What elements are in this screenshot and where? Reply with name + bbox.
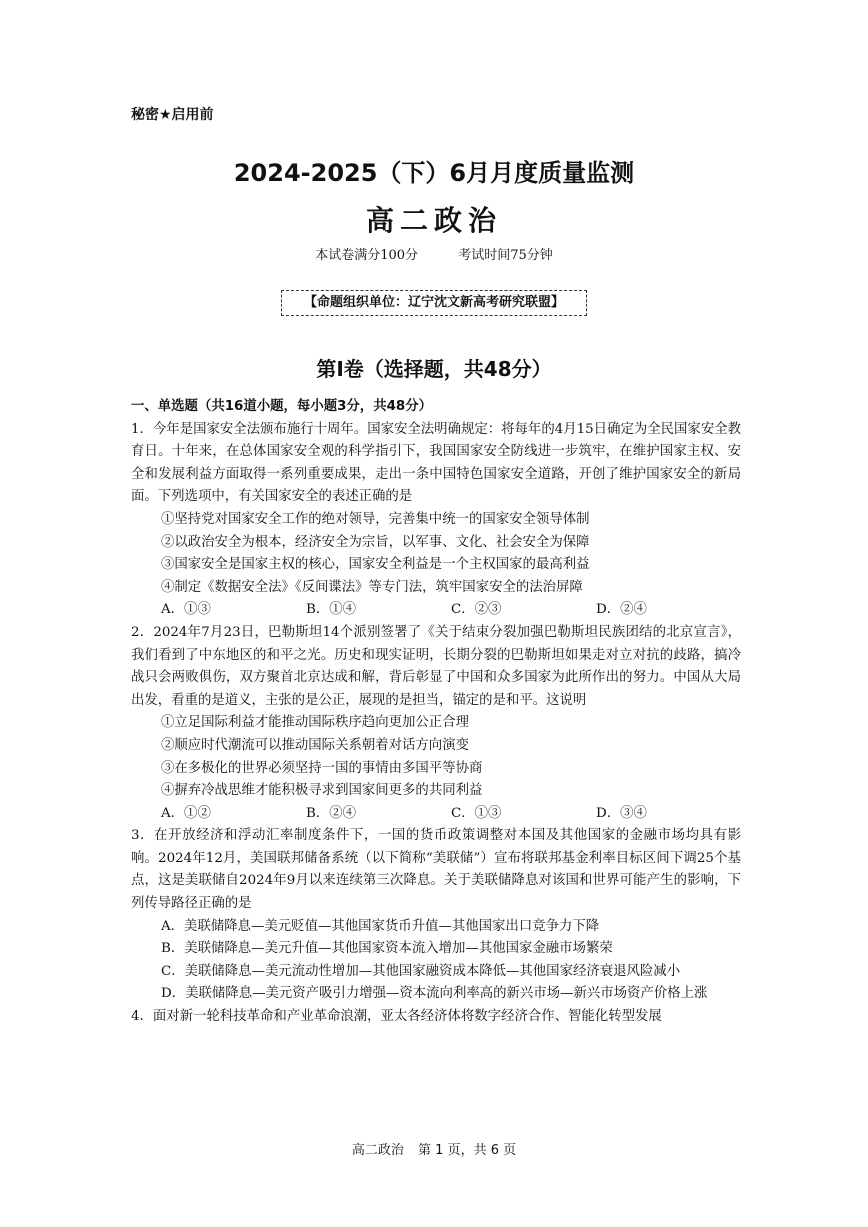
page-footer	[0, 1139, 868, 1158]
question-3-choice-d: D．美联储降息—美元资产吸引力增强—资本流向利率高的新兴市场—新兴市场资产价格上涨	[161, 986, 708, 1002]
question-4-stem: 4．面对新一轮科技革命和产业革命浪潮，亚太各经济体将数字经济合作、智能化转型发展	[131, 1009, 662, 1025]
subject-title: 高二政治	[365, 204, 502, 237]
question-1-item-1: ①坚持党对国家安全工作的绝对领导，完善集中统一的国家安全领导体制	[161, 511, 590, 527]
question-2-item-2: ②顺应时代潮流可以推动国际关系朝着对话方向演变	[161, 737, 469, 753]
question-1-choices	[131, 599, 741, 622]
choice-c: C．①③	[451, 805, 502, 821]
question-body	[131, 396, 741, 1029]
question-3-stem: 3．在开放经济和浮动汇率制度条件下，一国的货币政策调整对本国及其他国家的金融市场均具有影响。2024年12月，美国联邦储备系统（以下简称“美联储”）宣布将联邦基金利率目标区间下调25个基点，这是美联储自2024年9月以来连续第三次降息。关于美联储降息对该国和世界可能产生的影响，下列传导路径正确的是	[131, 828, 741, 912]
choice-b: B．①④	[306, 602, 357, 618]
question-3-choice-b: B．美联储降息—美元升值—其他国家资本流入增加—其他国家金融市场繁荣	[161, 941, 613, 957]
footer-subject: 高二政治	[351, 1143, 404, 1158]
exam-time: 考试时间75分钟	[458, 248, 553, 263]
choice-a: A．①②	[161, 805, 211, 821]
question-2-choices	[131, 803, 741, 826]
choice-d: D．③④	[596, 805, 647, 821]
question-3-choice-c: C．美联储降息—美元流动性增加—其他国家融资成本降低—其他国家经济衰退风险减小	[161, 963, 681, 979]
question-1-stem: 1．今年是国家安全法颁布施行十周年。国家安全法明确规定：将每年的4月15日确定为全民国家安全教育日。十年来，在总体国家安全观的科学指引下，我国国家安全防线进一步筑牢，在维护国家主权、安全和发展利益方面取得一系列重要成果，走出一条中国特色国家安全道路，开创了维护国家安全的新局面。下列选项中，有关国家安全的表述正确的是	[131, 421, 741, 505]
question-2-item-4: ④摒弃冷战思维才能积极寻求到国家间更多的共同利益	[161, 783, 483, 799]
question-1-item-4: ④制定《数据安全法》《反间谍法》等专门法，筑牢国家安全的法治屏障	[161, 579, 583, 595]
confidential-mark: 秘密★启用前	[131, 107, 214, 123]
question-2-stem: 2．2024年7月23日，巴勒斯坦14个派别签署了《关于结束分裂加强巴勒斯坦民族团结的北京宣言》，我们看到了中东地区的和平之光。历史和现实证明，长期分裂的巴勒斯坦如果走对立对抗的歧路，搞冷战只会两败俱伤，双方聚首北京达成和解，背后彰显了中国和众多国家为此所作出的努力。中国从大局出发，看重的是道义，主张的是公正，展现的是担当，锚定的是和平。这说明	[131, 624, 741, 708]
choice-d: D．②④	[596, 602, 647, 618]
question-1-item-2: ②以政治安全为根本，经济安全为宗旨，以军事、文化、社会安全为保障	[161, 534, 590, 550]
page-number: 第 1 页，共 6 页	[418, 1143, 517, 1158]
choice-b: B．②④	[306, 805, 357, 821]
choice-a: A．①③	[161, 602, 211, 618]
question-2-item-3: ③在多极化的世界必须坚持一国的事情由多国平等协商	[161, 760, 483, 776]
question-3-choice-a: A．美联储降息—美元贬值—其他国家货币升值—其他国家出口竞争力下降	[161, 918, 600, 934]
section-title: 第Ⅰ卷（选择题，共48分）	[316, 357, 552, 381]
organizer-box: 【命题组织单位：辽宁沈文新高考研究联盟】	[281, 290, 587, 316]
section-heading: 一、单选题（共16道小题，每小题3分，共48分）	[131, 399, 433, 414]
exam-meta	[0, 244, 868, 263]
question-2-item-1: ①立足国际利益才能推动国际秩序趋向更加公正合理	[161, 715, 469, 731]
choice-c: C．②③	[451, 602, 502, 618]
full-score: 本试卷满分100分	[315, 248, 419, 263]
exam-title: 2024-2025（下）6月月度质量监测	[233, 159, 635, 187]
question-1-item-3: ③国家安全是国家主权的核心，国家安全利益是一个主权国家的最高利益	[161, 557, 590, 573]
